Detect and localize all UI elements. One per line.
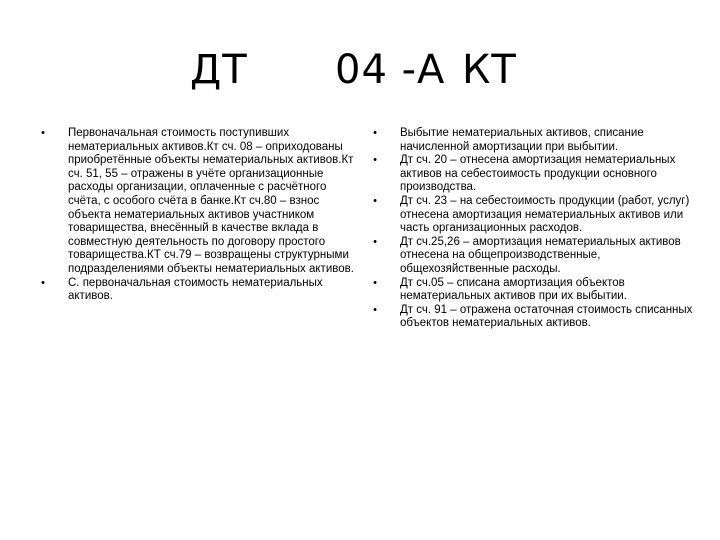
credit-item-text: Дт сч.25,26 – амортизация нематериальных активов отнесена на общепроизводственные, общехозяйственные расходы. xyxy=(400,235,681,275)
credit-item-text: Дт сч. 20 – отнесена амортизация нематериальных активов на себестоимость продукции основного производства. xyxy=(400,154,676,194)
debit-item-text: Первоначальная стоимость поступивших нематериальных активов.Кт сч. 08 – оприходованы приобретённые объекты нематериальных активов.Кт сч. 51, 55 – отражены в учёте организационные расходы организации, оплаченные с расчётного счёта, с особого счёта в банке.Кт сч.80 – взнос объекта нематериальных активов участником товарищества, внесённый в качестве вклада в совместную деятельность по договору простого товарищества.КТ сч.79 – возвращены структурными подразделениями объекты нематериальных активов. xyxy=(68,127,354,275)
bullet-icon: • xyxy=(373,194,377,207)
credit-item xyxy=(373,127,710,154)
debit-item xyxy=(41,127,358,277)
credit-item xyxy=(373,303,710,331)
credit-item-text: Дт сч.05 – списана амортизация объектов нематериальных активов при их выбытии. xyxy=(400,276,627,303)
debit-column xyxy=(41,127,358,304)
credit-item-text: Дт сч. 23 – на себестоимость продукции (работ, услуг) отнесена амортизация нематериальных активов или часть организационных расходов. xyxy=(400,194,690,235)
credit-item xyxy=(373,194,710,236)
credit-item xyxy=(373,235,710,277)
bullet-icon: • xyxy=(373,127,377,139)
bullet-icon: • xyxy=(373,154,377,167)
credit-item xyxy=(373,154,710,195)
credit-item xyxy=(373,276,710,304)
bullet-icon: • xyxy=(41,127,45,139)
debit-item-text: С. первоначальная стоимость нематериальных активов. xyxy=(68,276,323,303)
account-heading: 04 -А xyxy=(335,47,446,93)
bullet-icon: • xyxy=(373,303,377,316)
debit-heading: ДТ xyxy=(190,47,248,93)
bullet-icon: • xyxy=(41,276,45,289)
bullet-icon: • xyxy=(373,235,377,248)
credit-column xyxy=(373,127,710,331)
debit-item xyxy=(41,276,358,304)
credit-heading: КТ xyxy=(462,47,517,93)
credit-item-text: Дт сч. 91 – отражена остаточная стоимость списанных объектов нематериальных активов. xyxy=(400,303,693,330)
bullet-icon: • xyxy=(373,276,377,289)
credit-item-text: Выбытие нематериальных активов, списание начисленной амортизации при выбытии. xyxy=(400,127,644,153)
